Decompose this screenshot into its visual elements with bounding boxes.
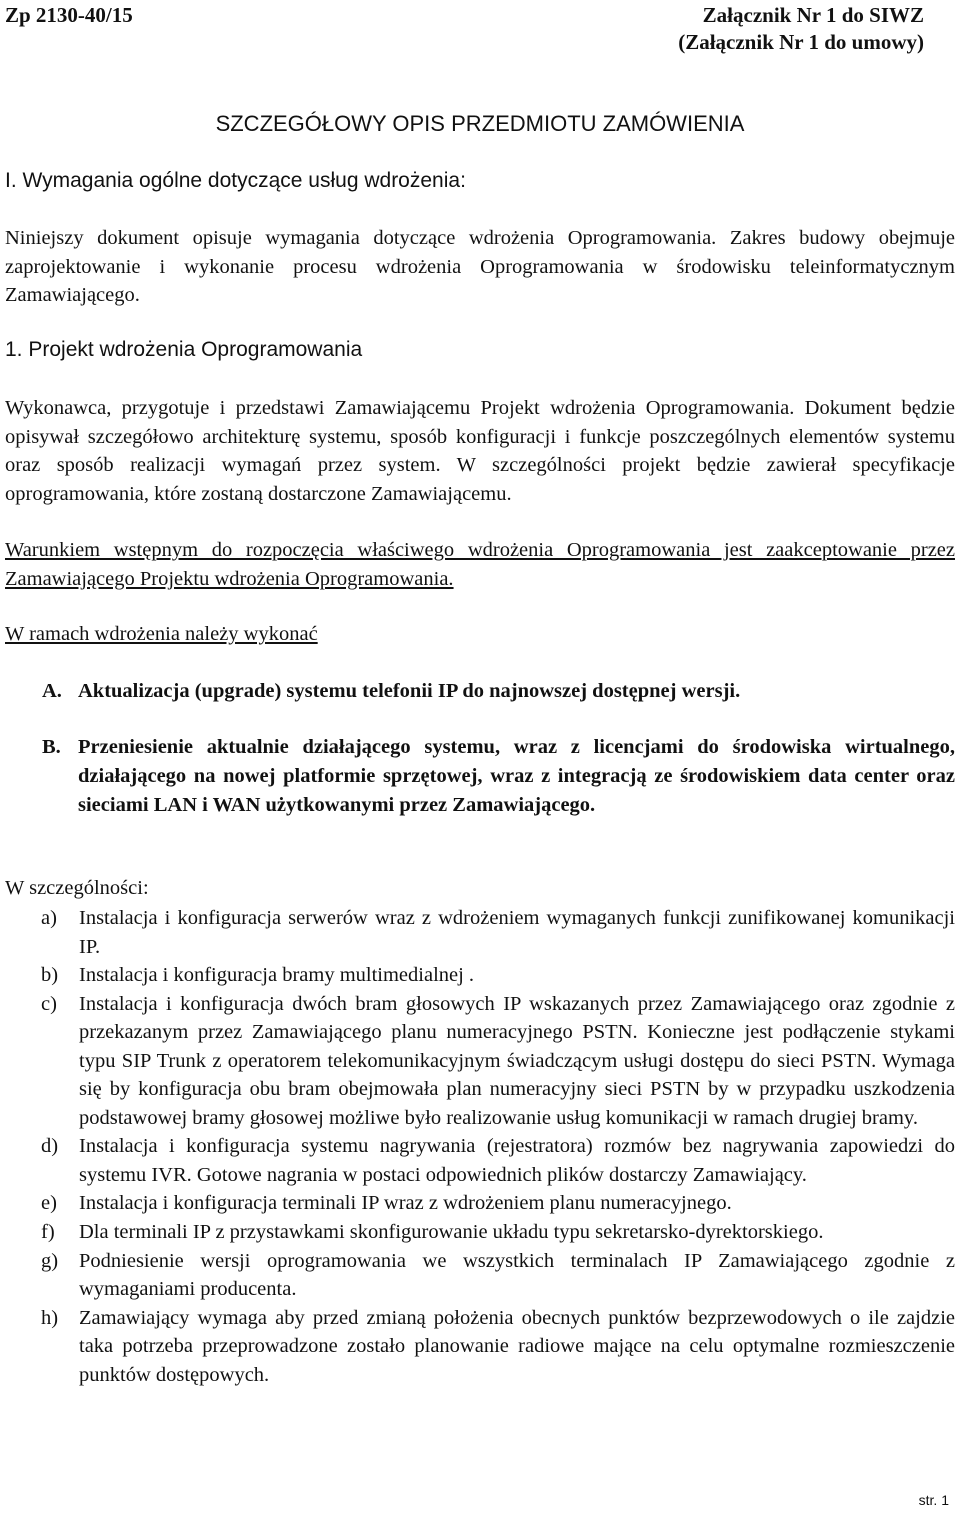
intro-paragraph: Niniejszy dokument opisuje wymagania dotyczące wdrożenia Oprogramowania. Zakres budowy obejmuje zaprojektowanie i wykonanie procesu wdrożenia Oprogramowania w środowisku teleinformatycznym Zamawiającego. <box>5 227 955 307</box>
annex-label <box>678 2 924 56</box>
page-title: SZCZEGÓŁOWY OPIS PRZEDMIOTU ZAMÓWIENIA <box>215 111 745 136</box>
list-item-text: Zamawiający wymaga aby przed zmianą położenia obecnych punktów bezprzewodowych o ile zajdzie taka potrzeba przeprowadzone zostało planowanie radiowe mające na celu optymalne rozmieszczenie punktów dostępowych. <box>79 1306 955 1386</box>
list-item <box>5 1132 955 1189</box>
section-heading: I. Wymagania ogólne dotyczące usług wdrożenia: <box>5 169 466 192</box>
list-item <box>5 1304 955 1390</box>
list-item <box>5 904 955 961</box>
scope-item-label: A. <box>42 680 62 702</box>
precondition-paragraph: Warunkiem wstępnym do rozpoczęcia właściwego wdrożenia Oprogramowania jest zaakceptowanie przez Zamawiającego Projektu wdrożenia Oprogramowania. <box>5 539 955 590</box>
list-item-text: Instalacja i konfiguracja terminali IP wraz z wdrożeniem planu numeracyjnego. <box>79 1192 732 1215</box>
annex-line-2: (Załącznik Nr 1 do umowy) <box>678 30 924 54</box>
list-item <box>5 1218 955 1247</box>
list-item-text: Instalacja i konfiguracja systemu nagrywania (rejestratora) rozmów bez nagrywania zapowiedzi do systemu IVR. Gotowe nagrania w postaci odpowiednich plików dostarczy Zamawiający. <box>79 1135 955 1186</box>
scope-item-label: B. <box>42 736 61 758</box>
list-item-text: Dla terminali IP z przystawkami skonfigurowanie układu typu sekretarsko-dyrektorskiego. <box>79 1221 824 1244</box>
annex-line-1: Załącznik Nr 1 do SIWZ <box>702 3 924 27</box>
scope-item-text: Aktualizacja (upgrade) systemu telefonii IP do najnowszej dostępnej wersji. <box>78 680 741 702</box>
list-item <box>5 1189 955 1218</box>
list-item <box>5 961 955 990</box>
list-item-text: Instalacja i konfiguracja dwóch bram głosowych IP wskazanych przez Zamawiającego oraz zgodnie z przekazanym przez Zamawiającego planu numeracyjnego PSTN. Konieczne jest podłączenie stykami typu SIP Trunk z operatorem telekomunikacyjnym świadczącym usługi dostępu do sieci PSTN. Wymaga się by konfiguracja obu bram obejmowała plan numeracyjny sieci PSTN by w przypadku uszkodzenia podstawowej bramy głosowej możliwe było realizowanie usług komunikacji w ramach drugiej bramy. <box>79 992 955 1129</box>
list-item-text: Podniesienie wersji oprogramowania we wszystkich terminalach IP Zamawiającego zgodnie z wymaganiami producenta. <box>79 1249 955 1301</box>
list-item <box>5 990 955 1133</box>
list-item-text: Instalacja i konfiguracja bramy multimedialnej . <box>79 964 475 987</box>
document-page <box>5 0 955 1513</box>
list-item-label: h) <box>41 1306 59 1329</box>
list-item <box>5 1247 955 1304</box>
scope-item-b <box>42 733 955 819</box>
details-list <box>5 904 955 1389</box>
list-item-label: g) <box>41 1249 59 1272</box>
page-number: str. 1 <box>918 1492 949 1508</box>
list-item-label: f) <box>41 1221 55 1244</box>
list-item-label: c) <box>41 992 57 1015</box>
project-heading: 1. Projekt wdrożenia Oprogramowania <box>5 338 363 361</box>
list-item-label: a) <box>41 907 57 929</box>
details-heading: W szczególności: <box>5 877 149 899</box>
scope-item-text: Przeniesienie aktualnie działającego systemu, wraz z licencjami do środowiska wirtualnego, działającego na nowej platformie sprzętowej, wraz z integracją ze środowiskiem data center oraz sieciami LAN i WAN użytkowanymi przez Zamawiającego. <box>78 736 955 816</box>
project-paragraph: Wykonawca, przygotuje i przedstawi Zamawiającemu Projekt wdrożenia Oprogramowania. Dokument będzie opisywał szczegółowo architekturę systemu, sposób konfiguracji i funkcje poszczególnych elementów systemu oraz sposób realizacji wymagań przez system. W szczególności projekt będzie zawierał specyfikacje oprogramowania, które zostaną dostarczone Zamawiającemu. <box>5 397 955 506</box>
scope-heading: W ramach wdrożenia należy wykonać <box>5 623 318 645</box>
list-item-text: Instalacja i konfiguracja serwerów wraz z wdrożeniem wymaganych funkcji zunifikowanej komunikacji IP. <box>79 907 955 958</box>
document-reference: Zp 2130-40/15 <box>5 3 133 27</box>
list-item-label: b) <box>41 964 59 987</box>
list-item-label: d) <box>41 1135 59 1158</box>
scope-item-a <box>42 677 955 706</box>
list-item-label: e) <box>41 1192 57 1215</box>
